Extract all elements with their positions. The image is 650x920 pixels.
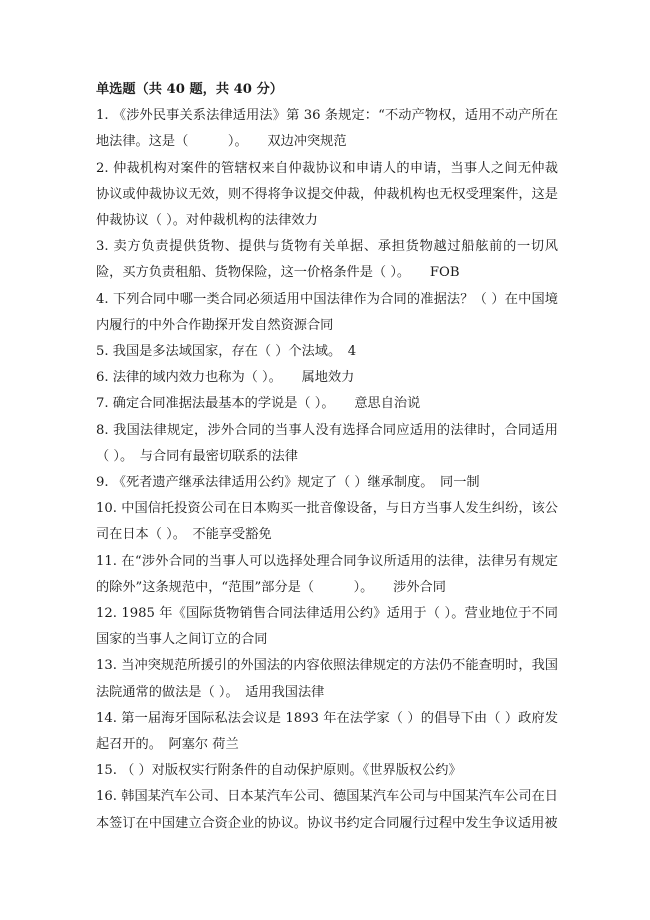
question-item: 2. 仲裁机构对案件的管辖权来自仲裁协议和申请人的申请，当事人之间无仲裁协议或仲裁协议无效，则不得将争议提交仲裁，仲裁机构也无权受理案件，这是仲裁协议（ ）。对仲裁机构的法律效力	[96, 160, 558, 229]
question-item: 14. 第一届海牙国际私法会议是 1893 年在法学家（ ）的倡导下由（ ）政府发起召开的。 阿塞尔 荷兰	[96, 710, 558, 753]
question-item: 4. 下列合同中哪一类合同必须适用中国法律作为合同的准据法？（ ）在中国境内履行的中外合作勘探开发自然资源合同	[96, 291, 558, 333]
question-item: 11. 在“涉外合同的当事人可以选择处理合同争议所适用的法律，法律另有规定的除外”这条规范中，“范围”部分是（ ）。 涉外合同	[96, 553, 558, 595]
question-item: 8. 我国法律规定，涉外合同的当事人没有选择合同应适用的法律时，合同适用（ ）。 与合同有最密切联系的法律	[96, 422, 558, 464]
question-item: 12. 1985 年《国际货物销售合同法律适用公约》适用于（ ）。营业地位于不同国家的当事人之间订立的合同	[96, 606, 558, 648]
question-item: 10. 中国信托投资公司在日本购买一批音像设备，与日方当事人发生纠纷，该公司在日本（ ）。 不能享受豁免	[96, 501, 558, 543]
question-item: 7. 确定合同准据法最基本的学说是（ ）。 意思自治说	[96, 396, 421, 412]
question-item: 13. 当冲突规范所援引的外国法的内容依照法律规定的方法仍不能查明时，我国法院通常的做法是（ ）。 适用我国法律	[96, 658, 558, 700]
section-title: 单选题（共 40 题，共 40 分）	[96, 82, 283, 97]
question-item: 3. 卖方负责提供货物、提供与货物有关单据、承担货物越过船舷前的一切风险，买方负责租船、货物保险，这一价格条件是（ ）。 FOB	[96, 239, 558, 281]
question-item: 5. 我国是多法域国家，存在（ ）个法域。 4	[96, 344, 357, 360]
question-item: 1. 《涉外民事关系法律适用法》第 36 条规定：“不动产物权，适用不动产所在地法律。这是（ ）。 双边冲突规范	[96, 108, 558, 150]
question-item: 15. （ ）对版权实行附条件的自动保护原则。《世界版权公约》	[96, 763, 462, 779]
question-item: 6. 法律的域内效力也称为（ ）。 属地效力	[96, 370, 355, 386]
question-item: 16. 韩国某汽车公司、日本某汽车公司、德国某汽车公司与中国某汽车公司在日本签订在中国建立合资企业的协议。协议书约定合同履行过程中发生争议适用被	[96, 789, 558, 831]
question-item: 9. 《死者遗产继承法律适用公约》规定了（ ）继承制度。 同一制	[96, 475, 480, 491]
question-list	[96, 77, 558, 837]
